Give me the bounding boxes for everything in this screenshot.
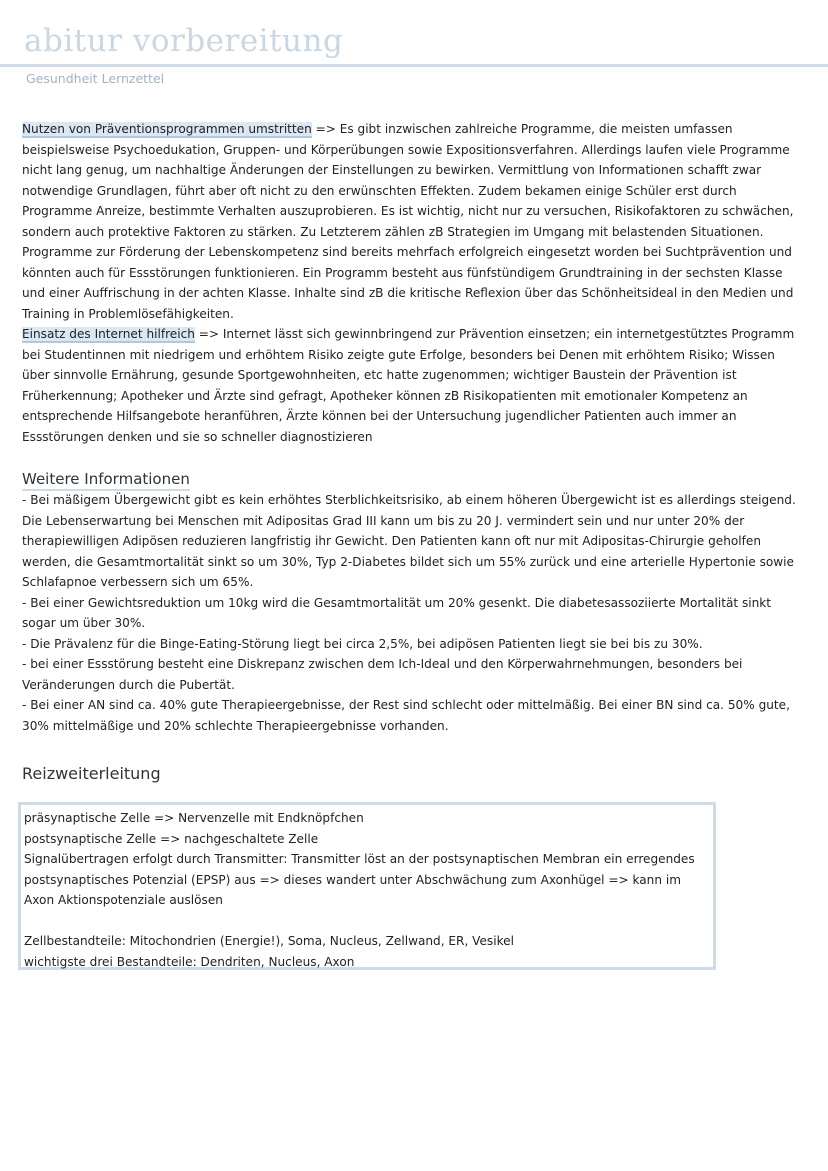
paragraph-internet-text: => Internet lässt sich gewinnbringend zur Prävention einsetzen; ein internetgestütztes Programm bei Studentinnen mit niedrigem und erhöhtem Risiko zeigte gute Erfolge, besonders bei Denen mit erhöhtem Risiko; Wissen über sinnvolle Ernährung, gesunde Sportgewohnheiten, etc hatte zugenommen; wichtiger Baustein der Prävention ist Früherkennung; Apotheker und Ärzte sind gefragt, Apotheker können zB Risikopatienten mit emotionaler Kompetenz an entsprechende Hilfsangebote heranführen, Ärzte können bei der Untersuchung jugendlicher Patienten auch immer an Essstörungen denken und sie so schneller diagnostizieren [22,327,795,444]
paragraph-internet [22,324,804,447]
highlight-praevention: Nutzen von Präventionsprogrammen umstritten [22,122,312,136]
box-line: Zellbestandteile: Mitochondrien (Energie!), Soma, Nucleus, Zellwand, ER, Vesikel [24,934,514,948]
box-line: Signalübertragen erfolgt durch Transmitter: Transmitter löst an der postsynaptischen Membran ein erregendes postsynaptisches Potenzial (EPSP) aus => dieses wandert unter Abschwächung zum Axonhügel => kann im Axon Aktionspotenziale auslösen [24,852,695,907]
heading-weitere-text: Weitere Informationen [22,470,190,491]
list-item: - Die Prävalenz für die Binge-Eating-Störung liegt bei circa 2,5%, bei adipösen Patienten liegt sie bei bis zu 30%. [22,636,703,651]
box-line: wichtigste drei Bestandteile: Dendriten, Nucleus, Axon [24,954,355,969]
paragraph-praevention [22,119,804,324]
list-item: - Bei mäßigem Übergewicht gibt es kein erhöhtes Sterblichkeitsrisiko, ab einem höheren Übergewicht ist es allerdings steigend. Die Lebenserwartung bei Menschen mit Adipositas Grad III kann um bis zu 20 J. vermindert sein und nur unter 20% der therapiewilligen Adipösen reduzieren langfristig ihr Gewicht. Den Patienten kann oft nur mit Adipositas-Chirurgie geholfen werden, die Gesamtmortalität sinkt so um 30%, Typ 2-Diabetes bildet sich um 55% zurück und eine arterielle Hypertonie sowie Schlafapnoe verbessern sich um 65%. [22,493,796,589]
paragraph-praevention-text: => Es gibt inzwischen zahlreiche Programme, die meisten umfassen beispielsweise Psychoedukation, Gruppen- und Körperübungen sowie Expositionsverfahren. Allerdings laufen viele Programme nicht lang genug, um nachhaltige Änderungen der Einstellungen zu bewirken. Vermittlung von Informationen schafft zwar notwendige Grundlagen, führt aber oft nicht zu den erwünschten Effekten. Zudem bekamen einige Schüler erst durch Programme Anreize, bestimmte Verhalten auszuprobieren. Es ist wichtig, nicht nur zu versuchen, Risikofaktoren zu schwächen, sondern auch protektive Faktoren zu stärken. Zu Letzterem zählen zB Strategien im Umgang mit belastenden Situationen. Programme zur Förderung der Lebenskompetenz sind bereits mehrfach erfolgreich eingesetzt worden bei Suchtprävention und könnten auch für Essstörungen funktionieren. Ein Programm besteht aus fünfstündigem Grundtraining in der sechsten Klasse und einer Auffrischung in der achten Klasse. Inhalte sind zB die kritische Reflexion über das Schönheitsideal in den Medien und Training in Problemlösefähigkeiten. [22,122,794,321]
title-divider [0,64,828,67]
intro-section [22,119,804,447]
heading-weitere [22,470,190,488]
box-line: präsynaptische Zelle => Nervenzelle mit Endknöpfchen [24,811,364,825]
highlight-internet: Einsatz des Internet hilfreich [22,327,195,341]
box-spacer [24,911,710,932]
weitere-section [22,490,804,736]
list-item: - Bei einer AN sind ca. 40% gute Therapieergebnisse, der Rest sind schlecht oder mittelmäßig. Bei einer BN sind ca. 50% gute, 30% mittelmäßige und 20% schlechte Therapieergebnisse vorhanden. [22,698,790,733]
list-item: - Bei einer Gewichtsreduktion um 10kg wird die Gesamtmortalität um 20% gesenkt. Die diabetesassoziierte Mortalität sinkt sogar um über 30%. [22,595,772,630]
page-title: abitur vorbereitung [24,23,344,59]
list-item: - bei einer Essstörung besteht eine Diskrepanz zwischen dem Ich-Ideal und den Körperwahrnehmungen, besonders bei Veränderungen durch die Pubertät. [22,657,743,692]
reiz-box [18,802,716,970]
page-subtitle: Gesundheit Lernzettel [26,71,165,86]
box-line: postsynaptische Zelle => nachgeschaltete Zelle [24,831,319,846]
page-header [0,0,828,90]
heading-reiz: Reizweiterleitung [22,764,161,783]
